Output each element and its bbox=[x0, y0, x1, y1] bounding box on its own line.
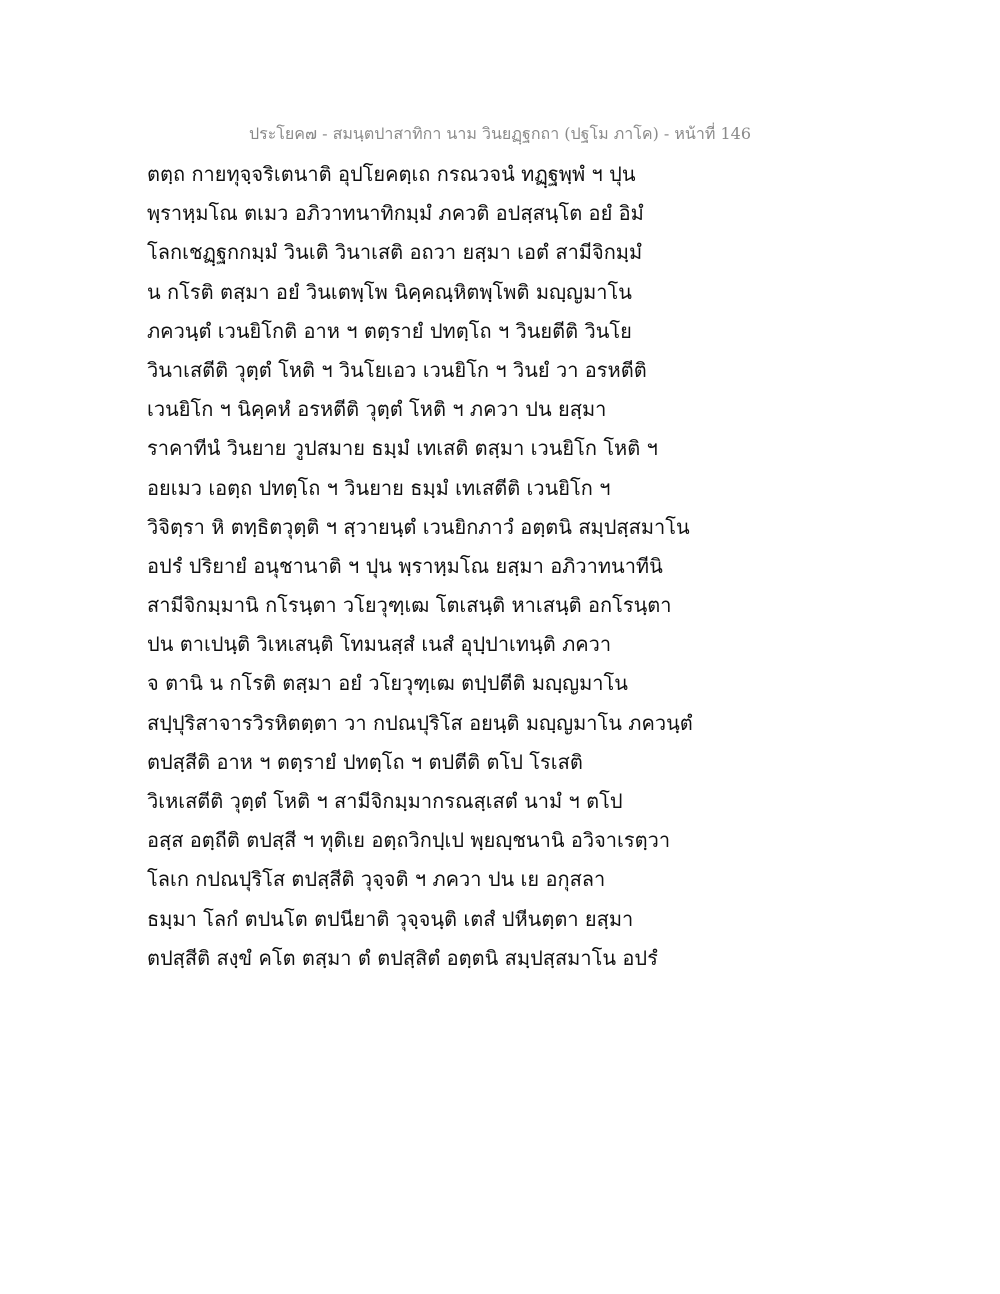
text-line: ปน ตาเปนฺติ วิเหเสนฺติ โทมนสฺสํ เนสํ อุปฺปาเทนฺติ ภควา bbox=[147, 632, 612, 657]
text-line: ตปสฺสีติ สงฺขํ คโต ตสฺมา ตํ ตปสฺสิตํ อตฺตนิ สมฺปสฺสมาโน อปรํ bbox=[147, 945, 658, 970]
text-line: วิจิตฺรา หิ ตทฺธิตวุตฺติ ฯ สฺวายนฺตํ เวนยิกภาวํ อตฺตนิ สมฺปสฺสมาโน bbox=[147, 514, 690, 539]
text-line: ตตฺถ กายทุจฺจริเตนาติ อุปโยคตฺเถ กรณวจนํ ทฏฺฐพฺพํ ฯ ปุน bbox=[147, 162, 636, 186]
text-line: วินาเสตีติ วุตฺตํ โหติ ฯ วินโยเอว เวนยิโก ฯ วินยํ วา อรหตีติ bbox=[147, 357, 647, 382]
text-line: อยเมว เอตฺถ ปทตฺโถ ฯ วินยาย ธมฺมํ เทเสตีติ เวนยิโก ฯ bbox=[147, 475, 611, 500]
page-header: ประโยค๗ - สมนฺตปาสาทิกา นาม วินยฏฺฐกถา (ปฐโม ภาโค) - หน้าที่ 146 bbox=[248, 124, 752, 143]
text-line: สามีจิกมฺมานิ กโรนฺตา วโยวุฑฺเฒ โตเสนฺติ หาเสนฺติ อกโรนฺตา bbox=[147, 593, 672, 618]
text-line: เวนยิโก ฯ นิคฺคหํ อรหตีติ วุตฺตํ โหติ ฯ ภควา ปน ยสฺมา bbox=[147, 397, 607, 422]
text-line: วิเหเสตีติ วุตฺตํ โหติ ฯ สามีจิกมฺมากรณสฺเสตํ นามํ ฯ ตโป bbox=[147, 789, 623, 813]
text-line: โลกเชฏฺฐกกมฺมํ วินเติ วินาเสติ อถวา ยสฺมา เอตํ สามีจิกมฺมํ bbox=[147, 240, 643, 265]
text-line: อปรํ ปริยายํ อนุชานาติ ฯ ปุน พฺราหฺมโณ ยสฺมา อภิวาทนาทีนิ bbox=[147, 553, 663, 578]
text-line: ราคาทีนํ วินยาย วูปสมาย ธมฺมํ เทเสติ ตสฺมา เวนยิโก โหติ ฯ bbox=[147, 436, 658, 461]
text-line: ตปสฺสีติ อาห ฯ ตตฺรายํ ปทตฺโถ ฯ ตปตีติ ตโป โรเสติ bbox=[147, 749, 583, 774]
text-line: โลเก กปณปุริโส ตปสฺสีติ วุจฺจติ ฯ ภควา ปน เย อกุสลา bbox=[147, 867, 606, 892]
text-line: น กโรติ ตสฺมา อยํ วินเตพฺโพ นิคฺคณฺหิตพฺโพติ มญฺญมาโน bbox=[147, 279, 632, 304]
text-line: จ ตานิ น กโรติ ตสฺมา อยํ วโยวุฑฺเฒ ตปฺปตีติ มญฺญมาโน bbox=[147, 671, 628, 696]
text-line: สปฺปุริสาจารวิรหิตตฺตา วา กปณปุริโส อยนฺติ มญฺญมาโน ภควนฺตํ bbox=[147, 710, 693, 735]
body-text bbox=[147, 155, 847, 978]
text-line: พฺราหฺมโณ ตเมว อภิวาทนาทิกมฺมํ ภควติ อปสฺสนฺโต อยํ อิมํ bbox=[147, 201, 644, 226]
text-line: ธมฺมา โลกํ ตปนโต ตปนียาติ วุจฺจนฺติ เตสํ ปหีนตฺตา ยสฺมา bbox=[147, 906, 634, 931]
text-line: อสฺส อตฺถีติ ตปสฺสี ฯ ทุติเย อตฺถวิกปฺเป พฺยญฺชนานิ อวิจาเรตฺวา bbox=[147, 828, 671, 853]
text-line: ภควนฺตํ เวนยิโกติ อาห ฯ ตตฺรายํ ปทตฺโถ ฯ วินยตีติ วินโย bbox=[147, 318, 632, 343]
